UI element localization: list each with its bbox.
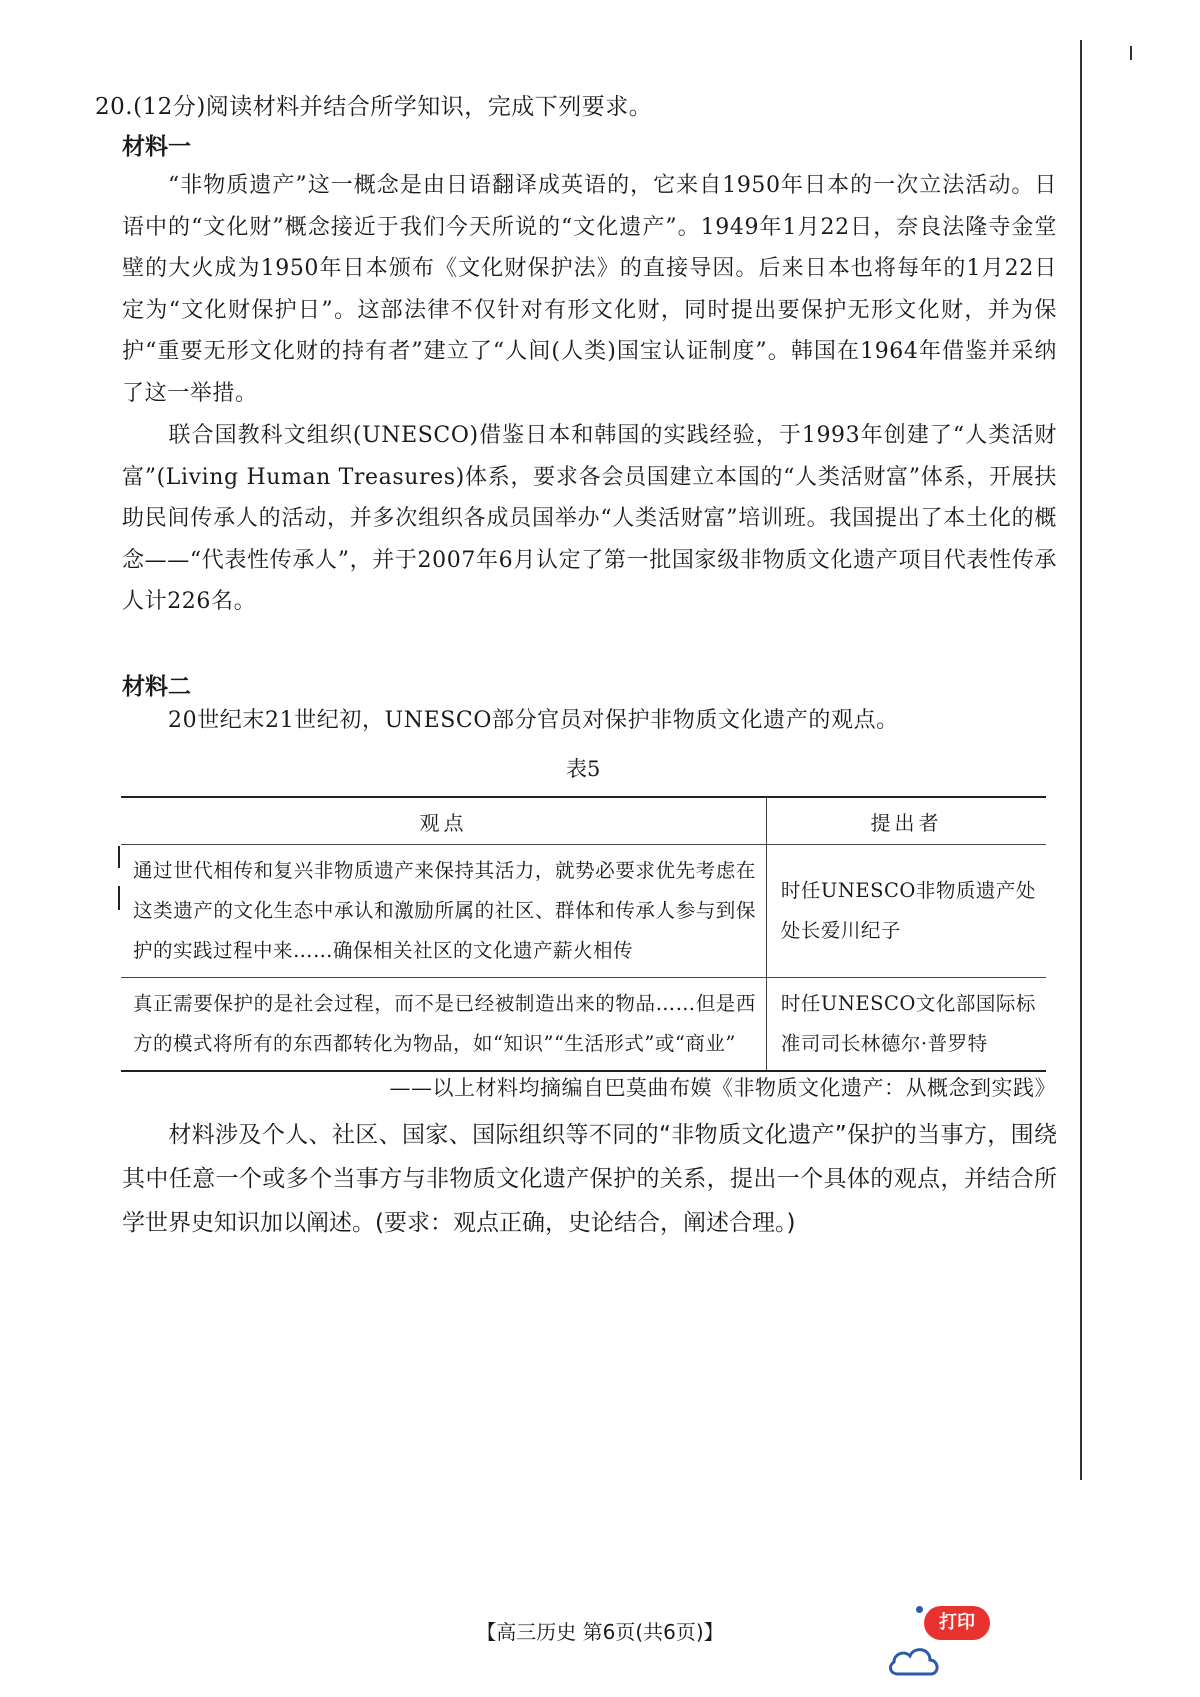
table-row — [121, 978, 1046, 1072]
scan-tick — [118, 846, 120, 868]
viewpoint-cell: 真正需要保护的是社会过程，而不是已经被制造出来的物品……但是西方的模式将所有的东西都转化为物品，如“知识”“生活形式”或“商业” — [121, 978, 766, 1072]
material-one-heading: 材料一 — [122, 133, 191, 160]
material-two-heading: 材料二 — [122, 673, 191, 700]
viewpoint-table — [121, 796, 1046, 1072]
source-citation: ——以上材料均摘编自巴莫曲布嫫《非物质文化遗产：从概念到实践》 — [389, 1076, 1056, 1100]
table-row — [121, 845, 1046, 978]
paragraph-text: “非物质遗产”这一概念是由日语翻译成英语的，它来自1950年日本的一次立法活动。日语中的“文化财”概念接近于我们今天所说的“文化遗产”。1949年1月22日，奈良法隆寺金堂壁的大火成为1950年日本颁布《文化财保护法》的直接导因。后来日本也将每年的1月22日定为“文化财保护日”。这部法律不仅针对有形文化财，同时提出要保护无形文化财，并为保护“重要无形文化财的持有者”建立了“人间(人类)国宝认证制度”。韩国在1964年借鉴并采纳了这一举措。 — [122, 173, 1057, 406]
page-footer: 【高三历史 第6页(共6页)】 — [476, 1620, 724, 1644]
question-line — [95, 88, 652, 121]
paragraph-text: 联合国教科文组织(UNESCO)借鉴日本和韩国的实践经验，于1993年创建了“人类活财富”(Living Human Treasures)体系，要求各会员国建立本国的“人类活财富”体系，开展扶助民间传承人的活动，并多次组织各成员国举办“人类活财富”培训班。我国提出了本土化的概念——“代表性传承人”，并于2007年6月认定了第一批国家级非物质文化遗产项目代表性传承人计226名。 — [122, 423, 1057, 614]
intro-text: 20世纪末21世纪初，UNESCO部分官员对保护非物质文化遗产的观点。 — [168, 708, 899, 733]
material-one-paragraph-1 — [122, 165, 1057, 414]
question-number: 20. — [95, 94, 134, 120]
column-header-view: 观点 — [121, 797, 766, 845]
column-header-author: 提出者 — [766, 797, 1046, 845]
cloud-icon — [886, 1640, 942, 1680]
author-cell: 时任UNESCO非物质遗产处处长爱川纪子 — [766, 845, 1046, 978]
question-prompt: (12分)阅读材料并结合所学知识，完成下列要求。 — [133, 94, 653, 120]
author-cell: 时任UNESCO文化部国际标准司司长林德尔·普罗特 — [780, 992, 1036, 1055]
margin-rule — [1080, 40, 1082, 1480]
scan-tick — [118, 886, 120, 910]
corner-mark — [1130, 46, 1132, 60]
material-two-intro — [122, 700, 1057, 742]
requirement-body: 材料涉及个人、社区、国家、国际组织等不同的“非物质文化遗产”保护的当事方，围绕其中任意一个或多个当事方与非物质文化遗产保护的关系，提出一个具体的观点，并结合所学世界史知识加以阐述。(要求：观点正确，史论结合，阐述合理。) — [122, 1122, 1057, 1236]
table-header-row — [121, 797, 1046, 845]
viewpoint-cell: 通过世代相传和复兴非物质遗产来保持其活力，就势必要求优先考虑在这类遗产的文化生态中承认和激励所属的社区、群体和传承人参与到保护的实践过程中来……确保相关社区的文化遗产薪火相传 — [121, 845, 766, 978]
dot-icon — [916, 1606, 923, 1613]
table-caption: 表5 — [566, 757, 601, 781]
requirement-text — [122, 1113, 1057, 1245]
material-one-paragraph-2 — [122, 415, 1057, 623]
print-badge[interactable]: 打印 — [924, 1606, 990, 1640]
